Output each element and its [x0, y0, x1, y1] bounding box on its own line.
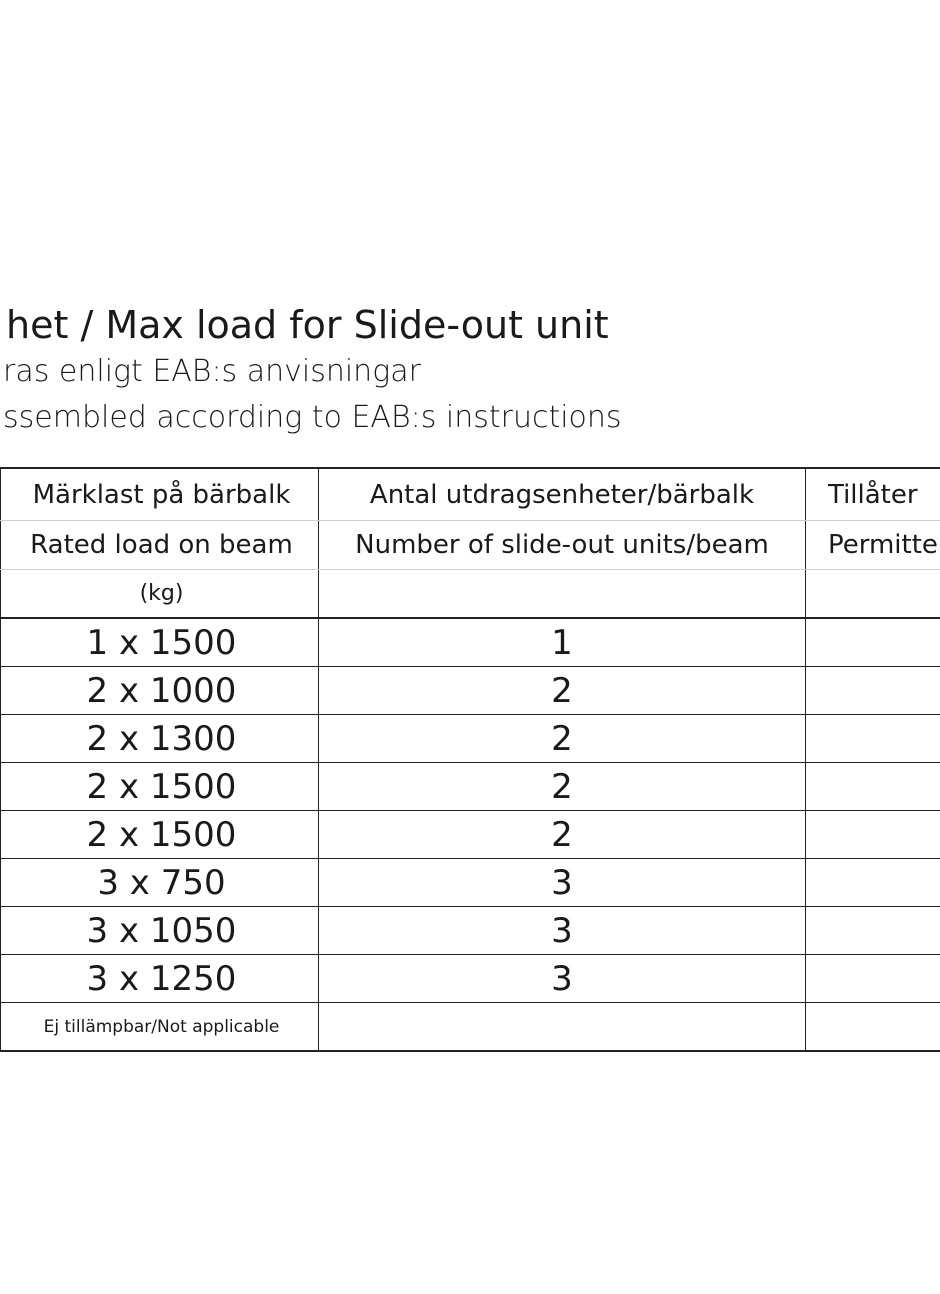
slide-out-units-cell: 3 [319, 907, 806, 955]
footer-cell [806, 1003, 940, 1052]
table-row [1, 667, 940, 715]
permitted-load-cell [806, 715, 940, 763]
slide-out-units-cell: 1 [319, 618, 806, 667]
permitted-load-cell [806, 667, 940, 715]
footer-cell [319, 1003, 806, 1052]
header-rated-load-en: Rated load on beam [1, 521, 319, 570]
max-load-table [0, 467, 940, 1052]
table-row [1, 859, 940, 907]
table-row [1, 955, 940, 1003]
not-applicable-note: Ej tillämpbar/Not applicable [1, 1003, 319, 1052]
slide-out-units-cell: 3 [319, 859, 806, 907]
permitted-load-cell [806, 811, 940, 859]
slide-out-units-cell: 2 [319, 715, 806, 763]
rated-load-cell: 3 x 1050 [1, 907, 319, 955]
table-body [1, 468, 940, 1051]
rated-load-cell: 2 x 1300 [1, 715, 319, 763]
page-title: het / Max load for Slide-out unit [6, 303, 609, 347]
table-row [1, 763, 940, 811]
subtitle-swedish: ras enligt EAB:s anvisningar [3, 354, 421, 389]
table-row [1, 811, 940, 859]
header-permitted-en: Permitte [806, 521, 940, 570]
permitted-load-cell [806, 859, 940, 907]
rated-load-cell: 2 x 1000 [1, 667, 319, 715]
rated-load-cell: 3 x 1250 [1, 955, 319, 1003]
subtitle-english: ssembled according to EAB:s instructions [3, 400, 622, 435]
permitted-load-cell [806, 955, 940, 1003]
max-load-table-container [0, 467, 940, 1057]
rated-load-cell: 2 x 1500 [1, 763, 319, 811]
unit-row [1, 570, 940, 619]
table-row [1, 618, 940, 667]
header-rated-load-sv: Märklast på bärbalk [1, 468, 319, 521]
slide-out-units-cell: 2 [319, 763, 806, 811]
rated-load-cell: 1 x 1500 [1, 618, 319, 667]
slide-out-units-cell: 3 [319, 955, 806, 1003]
rated-load-cell: 2 x 1500 [1, 811, 319, 859]
unit-label: (kg) [1, 570, 319, 619]
table-row [1, 715, 940, 763]
permitted-load-cell [806, 763, 940, 811]
permitted-load-cell [806, 618, 940, 667]
footer-row [1, 1003, 940, 1052]
slide-out-units-cell: 2 [319, 811, 806, 859]
header-row-english [1, 521, 940, 570]
slide-out-units-cell: 2 [319, 667, 806, 715]
unit-cell [319, 570, 806, 619]
table-row [1, 907, 940, 955]
header-row-swedish [1, 468, 940, 521]
permitted-load-cell [806, 907, 940, 955]
rated-load-cell: 3 x 750 [1, 859, 319, 907]
header-slide-out-units-sv: Antal utdragsenheter/bärbalk [319, 468, 806, 521]
unit-cell [806, 570, 940, 619]
header-permitted-sv: Tillåter [806, 468, 940, 521]
header-slide-out-units-en: Number of slide-out units/beam [319, 521, 806, 570]
